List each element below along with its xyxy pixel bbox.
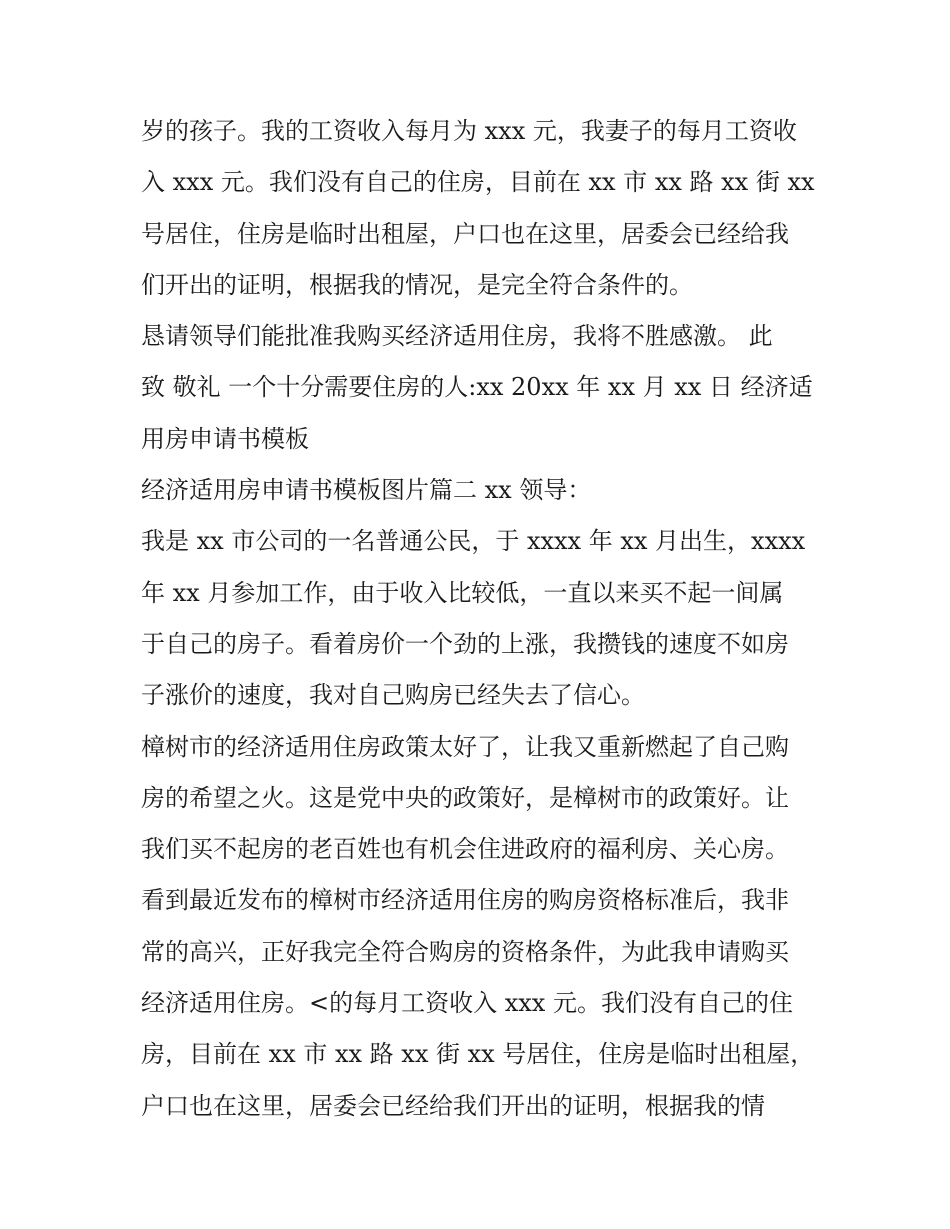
text-line: 岁的孩子。我的工资收入每月为 xxx 元，我妻子的每月工资收 [141, 117, 797, 145]
text-line: 户口也在这里，居委会已经给我们开出的证明，根据我的情 [141, 1091, 765, 1120]
text-line: 经济适用房申请书模板图片篇二 xx 领导： [141, 476, 592, 505]
text-line: 经济适用住房。<的每月工资收入 xxx 元。我们没有自己的住 [141, 989, 793, 1018]
text-line: 致 敬礼 一个十分需要住房的人:xx 20xx 年 xx 月 xx 日 经济适 [141, 373, 813, 402]
text-line: 房的希望之火。这是党中央的政策好，是樟树市的政策好。让 [141, 783, 789, 812]
text-line: 于自己的房子。看着房价一个劲的上涨，我攒钱的速度不如房 [141, 629, 789, 658]
text-line: 我是 xx 市公司的一名普通公民，于 xxxx 年 xx 月出生，xxxx [141, 527, 806, 556]
body-text [141, 106, 821, 1132]
text-line: 们开出的证明，根据我的情况，是完全符合条件的。 [141, 270, 693, 299]
text-line: 子涨价的速度，我对自己购房已经失去了信心。 [141, 681, 645, 710]
text-line: 号居住，住房是临时出租屋，户口也在这里，居委会已经给我 [141, 219, 789, 248]
text-line: 常的高兴，正好我完全符合购房的资格条件，为此我申请购买 [141, 937, 789, 966]
text-line: 房，目前在 xx 市 xx 路 xx 街 xx 号居住，住房是临时出租屋， [141, 1040, 815, 1069]
text-line: 看到最近发布的樟树市经济适用住房的购房资格标准后，我非 [141, 886, 789, 915]
text-line: 年 xx 月参加工作，由于收入比较低，一直以来买不起一间属 [141, 578, 784, 607]
text-line: 恳请领导们能批准我购买经济适用住房，我将不胜感激。 此 [141, 322, 773, 351]
text-line: 用房申请书模板 [141, 424, 309, 453]
text-line: 入 xxx 元。我们没有自己的住房，目前在 xx 市 xx 路 xx 街 xx [141, 168, 815, 197]
text-line: 我们买不起房的老百姓也有机会住进政府的福利房、关心房。 [141, 835, 789, 864]
text-line: 樟树市的经济适用住房政策太好了，让我又重新燃起了自己购 [141, 732, 789, 761]
